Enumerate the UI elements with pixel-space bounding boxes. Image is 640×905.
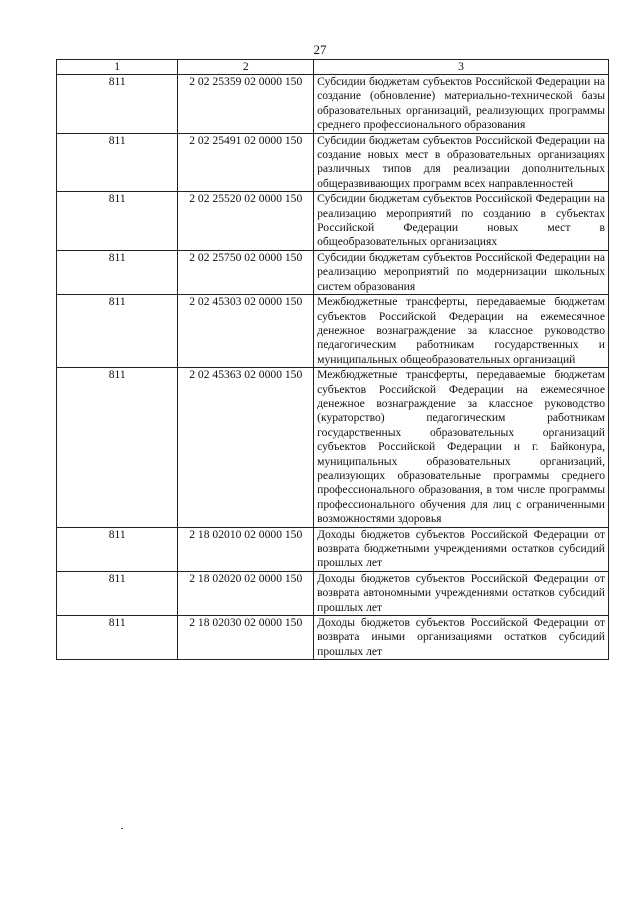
- budget-codes-table: [56, 59, 609, 660]
- description-cell: Доходы бюджетов субъектов Российской Федерации от возврата автономными учреждениями остатков субсидий прошлых лет: [314, 571, 609, 615]
- admin-code-cell: 811: [57, 250, 178, 294]
- scan-speck: [121, 828, 123, 829]
- table-row: [57, 368, 609, 527]
- table-row: [57, 75, 609, 134]
- column-header-2: 2: [178, 60, 314, 75]
- budget-code-cell: 2 02 45363 02 0000 150: [178, 368, 314, 527]
- budget-code-cell: 2 02 25491 02 0000 150: [178, 133, 314, 192]
- budget-code-cell: 2 18 02010 02 0000 150: [178, 527, 314, 571]
- table-row: [57, 250, 609, 294]
- admin-code-cell: 811: [57, 295, 178, 368]
- table-row: [57, 295, 609, 368]
- admin-code-cell: 811: [57, 527, 178, 571]
- budget-code-cell: 2 02 25520 02 0000 150: [178, 192, 314, 251]
- description-cell: Доходы бюджетов субъектов Российской Федерации от возврата иными организациями остатков субсидий прошлых лет: [314, 616, 609, 660]
- column-header-1: 1: [57, 60, 178, 75]
- budget-code-cell: 2 02 45303 02 0000 150: [178, 295, 314, 368]
- table-row: [57, 192, 609, 251]
- description-cell: Субсидии бюджетам субъектов Российской Федерации на реализацию мероприятий по модернизации школьных систем образования: [314, 250, 609, 294]
- description-cell: Доходы бюджетов субъектов Российской Федерации от возврата бюджетными учреждениями остатков субсидий прошлых лет: [314, 527, 609, 571]
- table-row: [57, 133, 609, 192]
- budget-code-cell: 2 18 02030 02 0000 150: [178, 616, 314, 660]
- description-cell: Межбюджетные трансферты, передаваемые бюджетам субъектов Российской Федерации на ежемесячное денежное вознаграждение за классное руководство (кураторство) педагогическим работникам государственных образовательных организаций субъектов Российской Федерации и г. Байконура, муниципальных образовательных организаций, реализующих образовательные программы среднего профессионального образования, в том числе программы профессионального обучения для лиц с ограниченными возможностями здоровья: [314, 368, 609, 527]
- admin-code-cell: 811: [57, 192, 178, 251]
- table-row: [57, 527, 609, 571]
- table-row: [57, 571, 609, 615]
- description-cell: Субсидии бюджетам субъектов Российской Федерации на создание новых мест в образовательных организациях различных типов для реализации дополнительных общеразвивающих программ всех направленностей: [314, 133, 609, 192]
- page-number: 27: [313, 42, 327, 57]
- admin-code-cell: 811: [57, 368, 178, 527]
- admin-code-cell: 811: [57, 616, 178, 660]
- column-header-3: 3: [314, 60, 609, 75]
- table-header-row: [57, 60, 609, 75]
- admin-code-cell: 811: [57, 75, 178, 134]
- budget-code-cell: 2 02 25750 02 0000 150: [178, 250, 314, 294]
- description-cell: Субсидии бюджетам субъектов Российской Федерации на создание (обновление) материально-технической базы образовательных организаций, реализующих программы среднего профессионального образования: [314, 75, 609, 134]
- description-cell: Субсидии бюджетам субъектов Российской Федерации на реализацию мероприятий по созданию в субъектах Российской Федерации новых мест в общеобразовательных организациях: [314, 192, 609, 251]
- admin-code-cell: 811: [57, 571, 178, 615]
- description-cell: Межбюджетные трансферты, передаваемые бюджетам субъектов Российской Федерации на ежемесячное денежное вознаграждение за классное руководство педагогическим работникам государственных и муниципальных общеобразовательных организаций: [314, 295, 609, 368]
- budget-code-cell: 2 02 25359 02 0000 150: [178, 75, 314, 134]
- table-row: [57, 616, 609, 660]
- admin-code-cell: 811: [57, 133, 178, 192]
- budget-code-cell: 2 18 02020 02 0000 150: [178, 571, 314, 615]
